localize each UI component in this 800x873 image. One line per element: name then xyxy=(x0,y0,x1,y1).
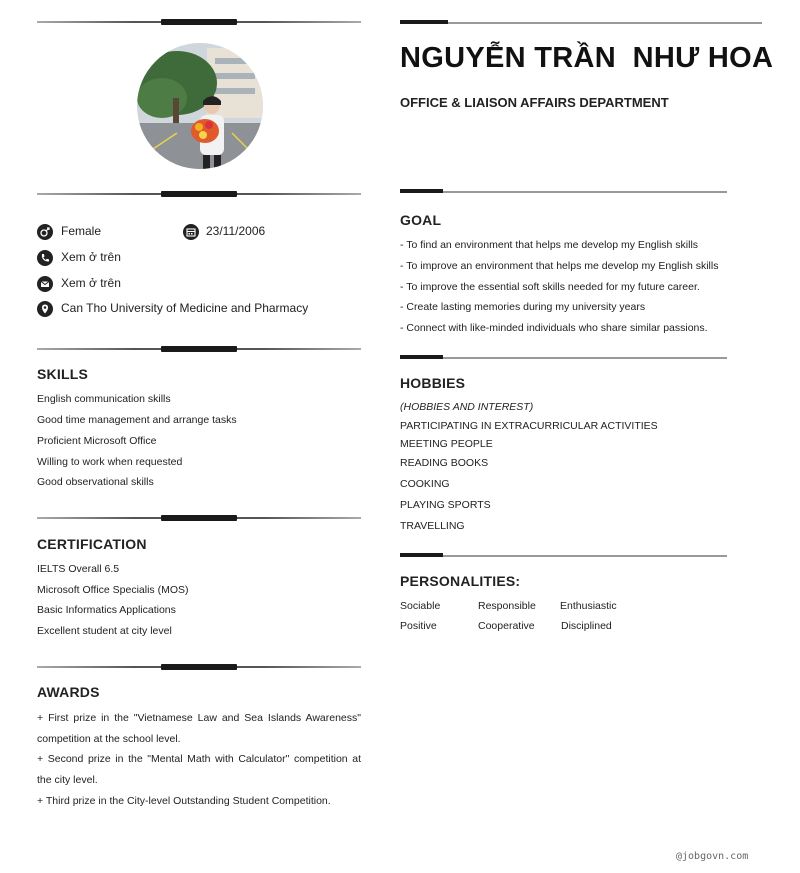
hobby-item: PLAYING SPORTS xyxy=(400,499,491,511)
hobby-item: READING BOOKS xyxy=(400,457,489,469)
personality-item: Cooperative xyxy=(478,620,535,632)
certification-item: IELTS Overall 6.5 xyxy=(37,563,120,575)
goal-item: - Connect with like-minded individuals who share similar passions. xyxy=(400,322,708,334)
divider-awards xyxy=(37,662,361,672)
goal-item: - Create lasting memories during my university years xyxy=(400,301,646,313)
hobbies-title: HOBBIES xyxy=(400,375,466,391)
hobbies-subtitle: (HOBBIES AND INTEREST) xyxy=(400,401,534,413)
divider-header xyxy=(400,20,762,26)
address-value: Can Tho University of Medicine and Pharmacy xyxy=(61,301,309,315)
award-item: + Third prize in the City-level Outstanding Student Competition. xyxy=(37,795,331,807)
calendar-icon xyxy=(183,224,199,240)
goal-item: - To improve an environment that helps me develop my English skills xyxy=(400,260,719,272)
certification-item: Basic Informatics Applications xyxy=(37,604,176,616)
personality-item: Enthusiastic xyxy=(560,600,617,612)
skill-item: English communication skills xyxy=(37,393,171,405)
award-item: + Second prize in the "Mental Math with Calculator" competition at the city level. xyxy=(37,753,361,786)
avatar xyxy=(137,43,263,169)
phone-value: Xem ở trên xyxy=(61,250,121,264)
divider-goal xyxy=(400,189,727,195)
gender-icon xyxy=(37,224,53,240)
personalities-title: PERSONALITIES: xyxy=(400,573,521,589)
hobby-item: TRAVELLING xyxy=(400,520,465,532)
watermark: @jobgovn.com xyxy=(676,851,749,862)
department: OFFICE & LIAISON AFFAIRS DEPARTMENT xyxy=(400,95,669,110)
certification-item: Microsoft Office Specialis (MOS) xyxy=(37,584,189,596)
gender-value: Female xyxy=(61,224,102,238)
location-icon xyxy=(37,301,53,317)
skill-item: Good observational skills xyxy=(37,476,154,488)
certification-item: Excellent student at city level xyxy=(37,625,172,637)
awards-title: AWARDS xyxy=(37,684,100,700)
email-icon xyxy=(37,276,53,292)
certification-title: CERTIFICATION xyxy=(37,536,147,552)
hobby-item: PARTICIPATING IN EXTRACURRICULAR ACTIVITIES xyxy=(400,420,658,432)
skill-item: Good time management and arrange tasks xyxy=(37,414,237,426)
goal-title: GOAL xyxy=(400,212,442,228)
skills-title: SKILLS xyxy=(37,366,88,382)
goal-item: - To improve the essential soft skills needed for my future career. xyxy=(400,281,700,293)
personality-item: Positive xyxy=(400,620,437,632)
full-name: NGUYỄN TRẦN NHƯ HOA xyxy=(400,42,774,74)
skill-item: Proficient Microsoft Office xyxy=(37,435,157,447)
hobby-item: MEETING PEOPLE xyxy=(400,438,493,450)
profile-photo-icon xyxy=(137,43,263,169)
divider-skills xyxy=(37,344,361,354)
divider-hobbies xyxy=(400,355,727,361)
personality-item: Disciplined xyxy=(561,620,612,632)
divider-personalities xyxy=(400,553,727,559)
hobby-item: COOKING xyxy=(400,478,450,490)
birthdate-value: 23/11/2006 xyxy=(206,224,266,238)
divider-contact xyxy=(37,189,361,199)
award-item: + First prize in the "Vietnamese Law and Sea Islands Awareness" competition at the school level. xyxy=(37,712,361,745)
skill-item: Willing to work when requested xyxy=(37,456,183,468)
email-value: Xem ở trên xyxy=(61,276,121,290)
divider-certification xyxy=(37,513,361,523)
phone-icon xyxy=(37,250,53,266)
personality-item: Responsible xyxy=(478,600,536,612)
divider-top-left xyxy=(37,17,361,27)
personality-item: Sociable xyxy=(400,600,441,612)
goal-item: - To find an environment that helps me develop my English skills xyxy=(400,239,699,251)
